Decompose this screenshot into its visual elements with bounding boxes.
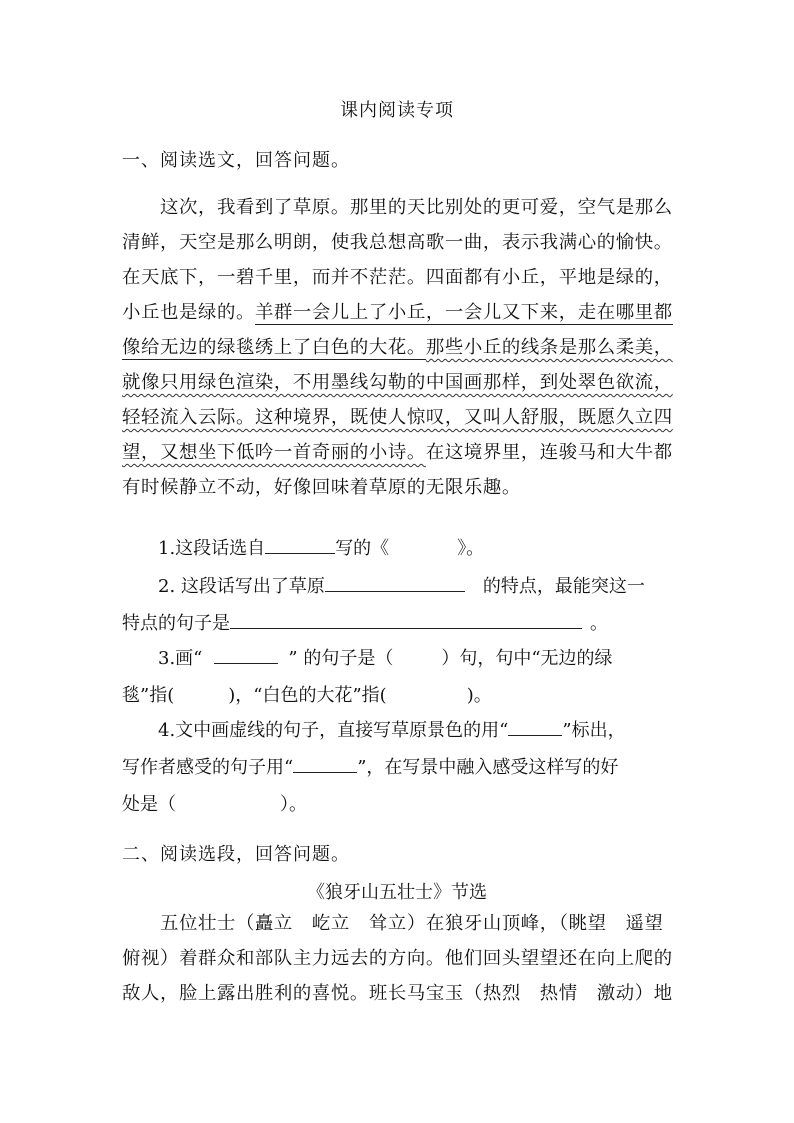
question-4 xyxy=(122,712,682,823)
question-text: )。 xyxy=(466,685,492,706)
wavy-underlined-sentence: 望，又想坐下低吟一首奇丽的小诗。 xyxy=(122,442,426,463)
passage-text: 在天底下，一碧千里，而并不茫茫。四面都有小丘，平地是绿的， xyxy=(122,267,673,288)
question-2 xyxy=(122,568,682,642)
passage-line xyxy=(122,190,673,225)
question-text: ” 的句子是（ xyxy=(288,648,394,669)
passage-line: 敌人，脸上露出胜利的喜悦。班长马宝玉（热烈 热情 激动）地 xyxy=(122,983,673,1004)
section1-heading: 一、阅读选文，回答问题。 xyxy=(122,150,350,171)
wavy-underlined-sentence: 轻轻流入云际。 xyxy=(122,407,255,428)
question-text: 的特点，最能突这一 xyxy=(482,576,645,597)
passage-text: 小丘也是绿的。 xyxy=(122,302,255,323)
answer-blank[interactable] xyxy=(265,533,335,554)
passage-line xyxy=(122,470,670,505)
passage-line xyxy=(122,330,673,365)
answer-blank[interactable] xyxy=(214,643,278,664)
passage-line xyxy=(122,260,673,295)
passage-line xyxy=(122,435,673,470)
page-title: 课内阅读专项 xyxy=(340,100,454,121)
passage-line: 俯视）着群众和部队主力远去的方向。他们回头望望还在向上爬的 xyxy=(122,948,673,969)
question-text: ）。 xyxy=(280,794,307,815)
passage-text: 有时候静立不动，好像回味着草原的无限乐趣。 xyxy=(122,477,521,498)
wavy-underlined-sentence: 就像只用绿色渲染，不用墨线勾勒的中国画那样，到处翠色欲流， xyxy=(122,372,673,393)
passage-line xyxy=(122,295,673,330)
section1-passage xyxy=(122,190,673,505)
question-text: 。 xyxy=(590,613,608,634)
passage-text: 在这境界里，连骏马和大牛都 xyxy=(425,442,673,463)
answer-blank[interactable] xyxy=(293,752,357,773)
passage-line xyxy=(122,225,673,260)
question-text: )，“白色的大花”指( xyxy=(228,685,387,706)
question-3 xyxy=(122,640,682,714)
passage-text: 这次，我看到了草原。那里的天比别处的更可爱，空气是那么 xyxy=(122,197,673,218)
wavy-underlined-sentence: 那些小丘的线条是那么柔美， xyxy=(425,337,673,358)
section2-subtitle: 《狼牙山五壮士》节选 xyxy=(307,882,487,903)
question-text: 》。 xyxy=(457,538,485,559)
question-text: 2. 这段话写出了草原 xyxy=(158,576,325,597)
underlined-sentence: 羊群一会儿上了小丘，一会儿又下来，走在哪里都 xyxy=(254,302,673,323)
question-text: ）句，句中“无边的绿 xyxy=(441,648,613,669)
question-text: 3.画“ xyxy=(158,648,203,669)
passage-line: 五位壮士（矗立 屹立 耸立）在狼牙山顶峰，（眺望 遥望 xyxy=(122,913,664,934)
passage-line xyxy=(122,365,673,400)
underlined-sentence: 像给无边的绿毯绣上了白色的大花。 xyxy=(122,337,426,358)
question-text: ”标出， xyxy=(562,720,626,741)
passage-line xyxy=(122,400,673,435)
question-text: 写作者感受的句子用“ xyxy=(122,757,294,778)
answer-blank[interactable] xyxy=(508,715,562,736)
question-text: 处是（ xyxy=(122,794,176,815)
answer-blank[interactable] xyxy=(230,608,582,629)
question-text: 4.文中画虚线的句子，直接写草原景色的用“ xyxy=(158,720,509,741)
section2-passage xyxy=(122,906,673,1011)
question-text: ”，在写景中融入感受这样写的好 xyxy=(357,757,619,778)
question-text: 毯”指( xyxy=(122,685,175,706)
section2-heading: 二、阅读选段，回答问题。 xyxy=(122,844,350,865)
question-text: 1.这段话选自 xyxy=(158,538,266,559)
wavy-underlined-sentence: 这种境界，既使人惊叹，又叫人舒服，既愿久立四 xyxy=(254,407,673,428)
answer-blank[interactable] xyxy=(325,571,465,592)
question-1 xyxy=(122,530,682,567)
question-text: 特点的句子是 xyxy=(122,613,230,634)
passage-text: 清鲜，天空是那么明朗，使我总想高歌一曲，表示我满心的愉快。 xyxy=(122,232,673,253)
question-text: 写的《 xyxy=(335,538,390,559)
